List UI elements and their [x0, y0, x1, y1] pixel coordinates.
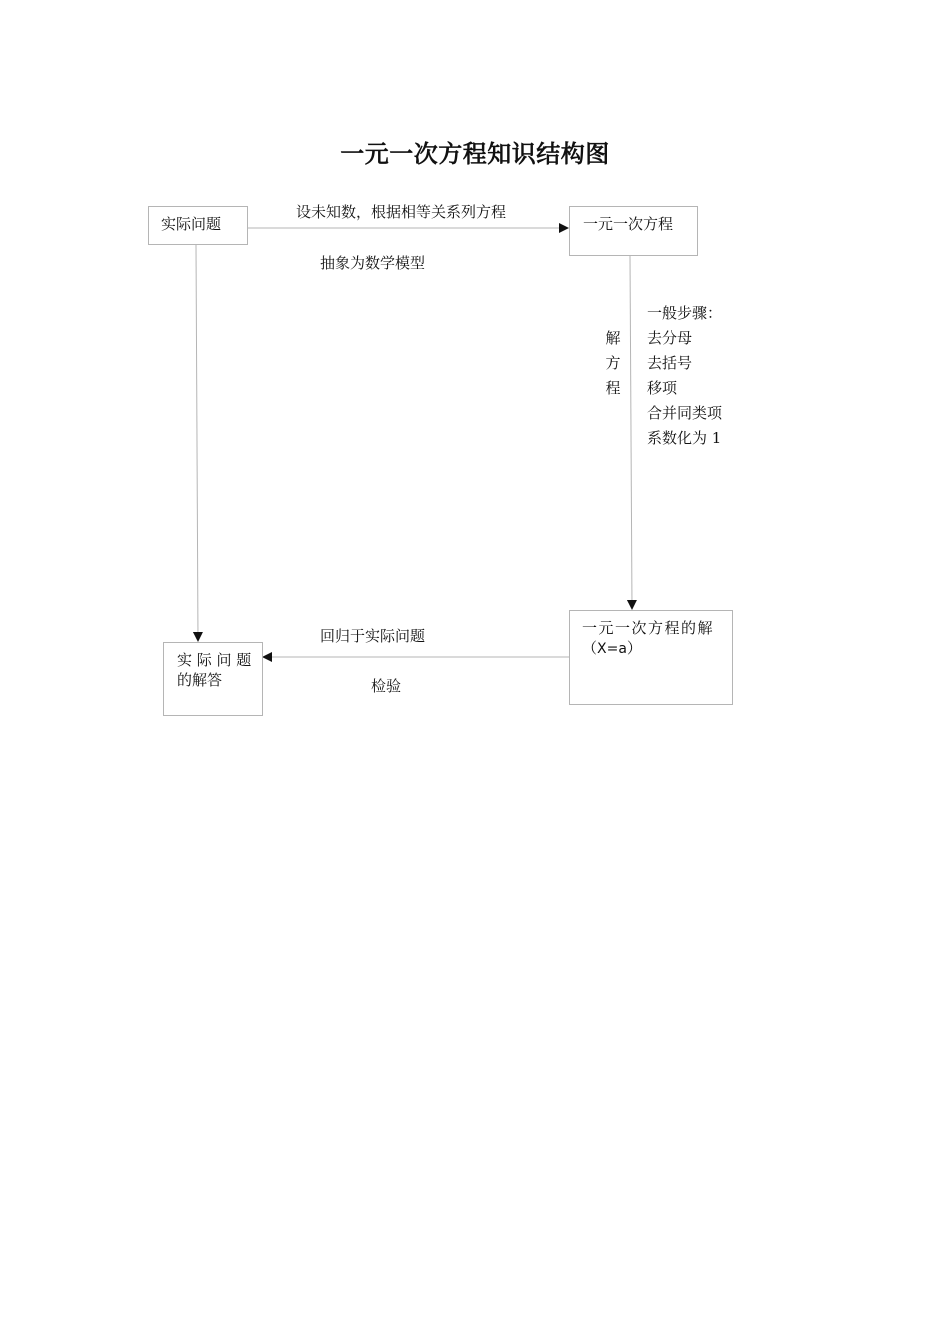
step-item: 去分母: [647, 329, 693, 347]
node-solution-label: 一元一次方程的解: [582, 619, 715, 637]
node-answer-line1: 实 际 问 题: [177, 651, 252, 669]
step-item: 系数化为 1: [647, 429, 722, 447]
edge-label-return-bottom: 检验: [371, 677, 402, 695]
node-answer-line2: 的解答: [177, 671, 223, 689]
edge-label-solve-char-1: 解: [605, 329, 621, 347]
node-solution-close-paren: ）: [626, 639, 642, 657]
edge-label-model-top: 设未知数，根据相等关系列方程: [296, 203, 507, 221]
step-item: 移项: [647, 379, 678, 397]
node-solution-value: X=a: [597, 641, 627, 657]
node-equation: [569, 206, 698, 256]
arrow-equation-to-solution: [630, 256, 632, 609]
edge-label-return-top: 回归于实际问题: [320, 627, 426, 645]
steps-list: [647, 301, 722, 451]
node-solution-value-line: [582, 638, 732, 659]
arrow-problem-to-answer: [196, 245, 198, 641]
node-solution: [569, 610, 733, 705]
node-answer: [163, 642, 263, 716]
edge-label-solve-char-3: 程: [605, 379, 621, 397]
steps-title: 一般步骤：: [647, 304, 723, 322]
step-item: 去括号: [647, 354, 693, 372]
edge-label-solve: [604, 326, 622, 401]
node-real-problem-label: 实际问题: [161, 215, 222, 233]
edge-label-model-bottom: 抽象为数学模型: [320, 254, 426, 272]
edge-label-solve-char-2: 方: [605, 354, 621, 372]
node-equation-label: 一元一次方程: [583, 215, 674, 233]
node-real-problem: [148, 206, 248, 245]
step-item: 合并同类项: [647, 404, 723, 422]
node-solution-open-paren: （: [582, 639, 598, 657]
diagram-title: 一元一次方程知识结构图: [340, 139, 610, 168]
